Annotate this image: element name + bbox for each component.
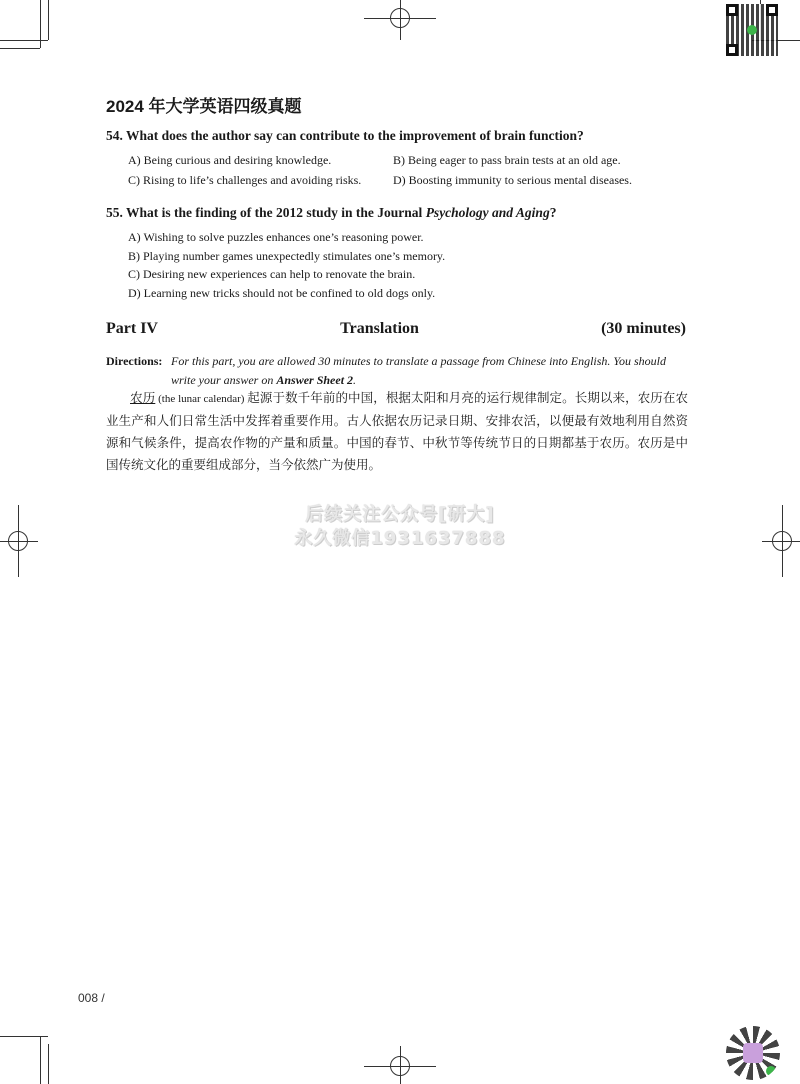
question-54-option-a[interactable]: A) Being curious and desiring knowledge.: [128, 153, 332, 167]
question-55-stem-end: ?: [549, 205, 557, 220]
directions-body: For this part, you are allowed 30 minutes to translate a passage from Chinese into English. You should write your answer on: [171, 354, 667, 387]
question-54-option-b[interactable]: B) Being eager to pass brain tests at an old age.: [393, 153, 621, 167]
question-55-option-b[interactable]: B) Playing number games unexpectedly stimulates one’s memory.: [128, 249, 446, 263]
crop-mark: [48, 0, 49, 40]
question-55-option-c[interactable]: C) Desiring new experiences can help to renovate the brain.: [128, 267, 416, 281]
question-55-stem-text: 55. What is the finding of the 2012 study in the Journal: [106, 205, 426, 220]
qr-finder: [726, 44, 738, 56]
qr-logo-icon: [743, 1043, 763, 1063]
directions: [106, 352, 688, 390]
directions-label: Directions:: [106, 354, 163, 368]
page-title: 2024 年大学英语四级真题: [106, 97, 302, 116]
qr-code-bottom-icon[interactable]: [726, 1026, 780, 1080]
qr-badge-icon: [766, 1066, 776, 1076]
question-54-option-d[interactable]: D) Boosting immunity to serious mental diseases.: [393, 173, 632, 187]
directions-text: [106, 352, 688, 390]
crop-mark: [0, 1036, 48, 1037]
part-time: (30 minutes): [601, 320, 686, 337]
passage-gloss: (the lunar calendar): [155, 393, 248, 405]
question-55-option-a[interactable]: A) Wishing to solve puzzles enhances one’s reasoning power.: [128, 230, 424, 244]
answer-sheet-ref: Answer Sheet 2: [276, 373, 354, 387]
question-54-option-c[interactable]: C) Rising to life’s challenges and avoiding risks.: [128, 173, 362, 187]
passage-text: 起源于数千年前的中国，根据太阳和月亮的运行规律制定。长期以来，农历在农业生产和人们日常生活中发挥着重要作用。古人依据农历记录日期、安排农活，以便最有效地利用自然资源和气候条件，提高农作物的产量和质量。中国的春节、中秋节等传统节日的日期都基于农历。农历是中国传统文化的重要组成部分，当今依然广为使用。: [106, 391, 688, 472]
directions-end: .: [353, 373, 357, 387]
watermark-line-1: 后续关注公众号[研大]: [305, 504, 495, 525]
question-54-stem: 54. What does the author say can contribute to the improvement of brain function?: [106, 128, 584, 143]
journal-name: Psychology and Aging: [425, 205, 550, 220]
qr-logo-icon: [747, 25, 757, 35]
watermark-line-2: 永久微信19316378​88: [294, 528, 506, 549]
qr-finder: [726, 4, 738, 16]
crop-mark: [0, 40, 48, 41]
crop-mark: [0, 48, 40, 49]
part-number: Part IV: [106, 320, 158, 337]
translation-passage: [106, 387, 688, 476]
qr-finder: [766, 4, 778, 16]
registration-line: [400, 1046, 401, 1084]
passage-term: 农历: [130, 391, 156, 405]
crop-mark: [48, 1044, 49, 1084]
registration-line: [400, 0, 401, 40]
qr-code-icon[interactable]: [726, 4, 780, 56]
crop-mark: [40, 1036, 41, 1084]
page-number: 008 /: [78, 991, 105, 1005]
question-55-stem: [106, 205, 556, 221]
question-55-option-d[interactable]: D) Learning new tricks should not be confined to old dogs only.: [128, 286, 436, 300]
part-heading: [106, 320, 686, 338]
part-name: Translation: [340, 320, 419, 337]
